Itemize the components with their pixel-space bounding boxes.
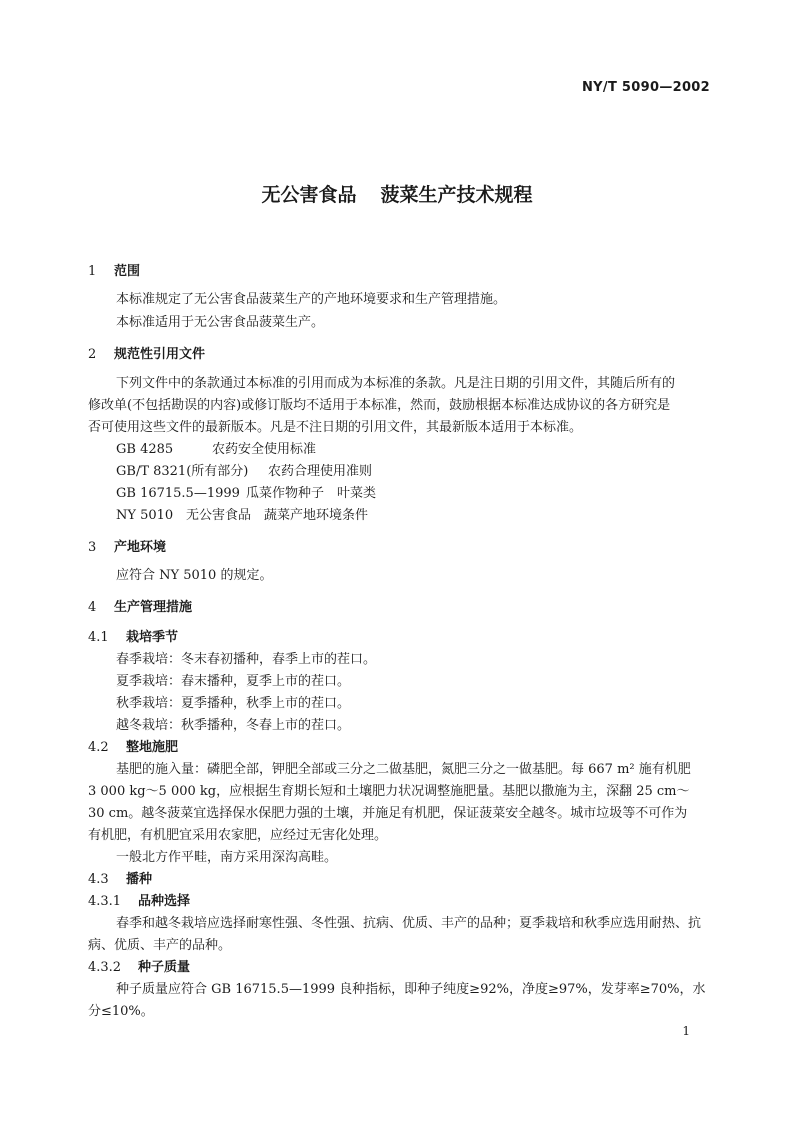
section-1-heading — [88, 262, 140, 282]
paragraph-line: 病、优质、丰产的品种。 — [88, 938, 232, 953]
paragraph-line: 修改单(不包括勘误的内容)或修订版均不适用于本标准，然而，鼓励根据本标准达成协议的各方研究是 — [88, 398, 671, 413]
section-title: 生产管理措施 — [114, 600, 193, 615]
section-number: 4.3.1 — [88, 894, 122, 909]
season-item: 秋季栽培：夏季播种，秋季上市的茬口。 — [116, 696, 351, 711]
page-number: 1 — [682, 1024, 690, 1038]
standard-code: NY/T 5090—2002 — [582, 80, 710, 95]
paragraph-line: 3 000 kg～5 000 kg，应根据生育期长短和土壤肥力状况调整施肥量。基肥以撒施为主，深翻 25 cm～ — [88, 784, 690, 799]
paragraph-line: 下列文件中的条款通过本标准的引用而成为本标准的条款。凡是注日期的引用文件，其随后所有的 — [116, 376, 676, 391]
section-title: 栽培季节 — [126, 630, 179, 645]
paragraph: 本标准适用于无公害食品菠菜生产。 — [116, 315, 325, 330]
section-4-heading — [88, 598, 192, 618]
section-4-3-heading — [88, 870, 152, 890]
paragraph: 一般北方作平畦，南方采用深沟高畦。 — [116, 850, 338, 865]
paragraph-line: 基肥的施入量：磷肥全部，钾肥全部或三分之二做基肥，氮肥三分之一做基肥。每 667 m² 施有机肥 — [116, 762, 691, 777]
section-4-3-2-heading — [88, 958, 190, 978]
section-title: 产地环境 — [114, 540, 167, 555]
section-number: 4.2 — [88, 740, 109, 755]
section-4-2-heading — [88, 738, 178, 758]
section-number: 4.1 — [88, 630, 109, 645]
section-number: 4 — [88, 600, 97, 615]
reference-code: GB 4285 — [116, 442, 174, 457]
season-item: 夏季栽培：春末播种，夏季上市的茬口。 — [116, 674, 351, 689]
reference-title: 农药安全使用标准 — [212, 442, 317, 457]
section-number: 2 — [88, 347, 97, 362]
section-number: 4.3.2 — [88, 960, 122, 975]
reference-code: GB 16715.5—1999 — [116, 486, 240, 501]
reference-item — [116, 506, 368, 526]
section-number: 1 — [88, 264, 97, 279]
paragraph-line: 春季和越冬栽培应选择耐寒性强、冬性强、抗病、优质、丰产的品种；夏季栽培和秋季应选用耐热、抗 — [116, 916, 702, 931]
section-title: 品种选择 — [138, 894, 191, 909]
section-title: 整地施肥 — [126, 740, 179, 755]
paragraph: 本标准规定了无公害食品菠菜生产的产地环境要求和生产管理措施。 — [116, 292, 507, 307]
document-title — [0, 180, 794, 207]
title-part-2: 菠菜生产技术规程 — [380, 184, 533, 206]
section-4-1-heading — [88, 628, 178, 648]
season-item: 春季栽培：冬末春初播种，春季上市的茬口。 — [116, 652, 377, 667]
reference-title: 无公害食品 蔬菜产地环境条件 — [186, 508, 369, 523]
paragraph-line: 种子质量应符合 GB 16715.5—1999 良种指标，即种子纯度≥92%，净度≥97%，发芽率≥70%，水 — [116, 982, 706, 997]
title-part-1: 无公害食品 — [261, 184, 357, 206]
paragraph: 应符合 NY 5010 的规定。 — [116, 568, 273, 583]
section-title: 范围 — [114, 264, 141, 279]
paragraph-line: 有机肥，有机肥宜采用农家肥，应经过无害化处理。 — [88, 828, 388, 843]
section-3-heading — [88, 538, 166, 558]
section-number: 4.3 — [88, 872, 109, 887]
section-number: 3 — [88, 540, 97, 555]
reference-item — [116, 440, 316, 460]
paragraph-line: 否可使用这些文件的最新版本。凡是不注日期的引用文件，其最新版本适用于本标准。 — [88, 420, 583, 435]
section-title: 规范性引用文件 — [114, 347, 206, 362]
section-title: 播种 — [126, 872, 153, 887]
reference-title: 农药合理使用准则 — [268, 464, 373, 479]
reference-code: NY 5010 — [116, 508, 174, 523]
reference-title: 瓜菜作物种子 叶菜类 — [246, 486, 377, 501]
section-title: 种子质量 — [138, 960, 191, 975]
section-4-3-1-heading — [88, 892, 190, 912]
reference-item — [116, 462, 372, 482]
reference-code: GB/T 8321(所有部分) — [116, 464, 249, 479]
paragraph-line: 30 cm。越冬菠菜宜选择保水保肥力强的土壤，并施足有机肥，保证菠菜安全越冬。城市垃圾等不可作为 — [88, 806, 688, 821]
reference-item — [116, 484, 376, 504]
paragraph-line: 分≤10%。 — [88, 1004, 154, 1019]
section-2-heading — [88, 345, 205, 365]
season-item: 越冬栽培：秋季播种，冬春上市的茬口。 — [116, 718, 351, 733]
